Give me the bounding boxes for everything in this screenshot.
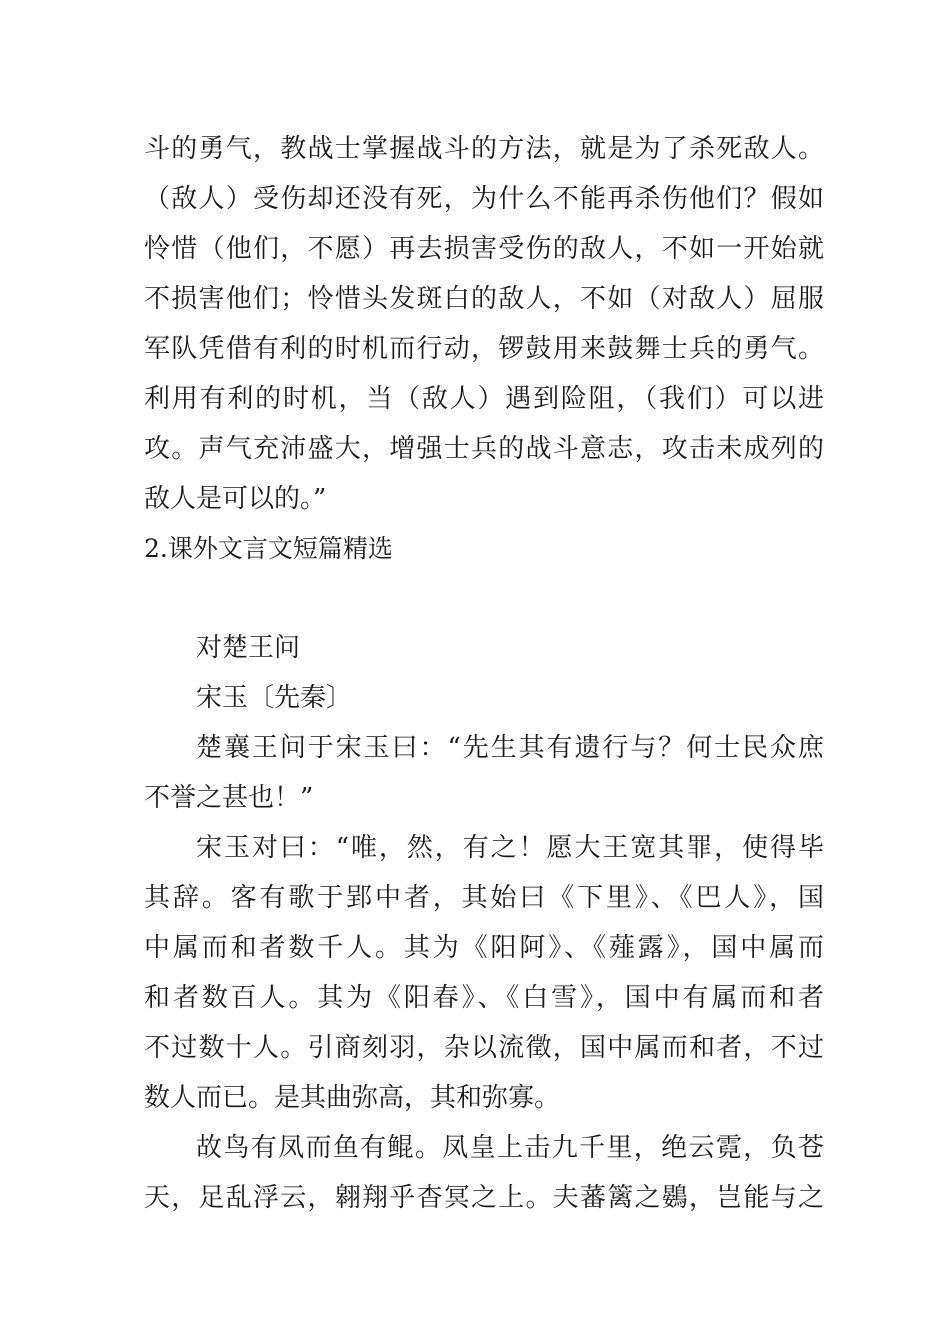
text-line: 怜惜（他们，不愿）再去损害受伤的敌人，不如一开始就	[144, 234, 824, 264]
text-line: 数人而已。是其曲弥高，其和弥寡。	[144, 1083, 561, 1113]
text-line: 楚襄王问于宋玉曰：“先生其有遗行与？何士民众庶	[196, 733, 824, 763]
text-line: 攻。声气充沛盛大，增强士兵的战斗意志，攻击未成列的	[144, 434, 824, 464]
text-line: 敌人是可以的。”	[144, 484, 327, 514]
text-line: 和者数百人。其为《阳春》、《白雪》，国中有属而和者	[144, 983, 824, 1013]
text-line: （敌人）受伤却还没有死，为什么不能再杀伤他们？假如	[144, 184, 824, 214]
text-line: 不损害他们；怜惜头发斑白的敌人，不如（对敌人）屈服	[144, 284, 824, 314]
text-line: 其辞。客有歌于郢中者，其始曰《下里》、《巴人》，国	[144, 883, 824, 913]
text-line: 军队凭借有利的时机而行动，锣鼓用来鼓舞士兵的勇气。	[144, 334, 824, 364]
article-title: 对楚王问	[196, 633, 301, 663]
text-line: 不过数十人。引商刻羽，杂以流徵，国中属而和者，不过	[144, 1033, 824, 1063]
text-line: 斗的勇气，教战士掌握战斗的方法，就是为了杀死敌人。	[144, 134, 824, 164]
text-line: 天，足乱浮云，翱翔乎杳冥之上。夫蕃篱之鷃，岂能与之	[144, 1183, 824, 1213]
section-heading: 2.课外文言文短篇精选	[144, 534, 393, 563]
text-line: 故鸟有凤而鱼有鲲。凤皇上击九千里，绝云霓，负苍	[196, 1133, 824, 1163]
text-line: 中属而和者数千人。其为《阳阿》、《薤露》，国中属而	[144, 933, 824, 963]
text-line: 宋玉对曰：“唯，然，有之！愿大王宽其罪，使得毕	[196, 833, 824, 863]
text-line: 不誉之甚也！”	[144, 783, 314, 813]
article-author: 宋玉〔先秦〕	[196, 683, 353, 713]
text-line: 利用有利的时机，当（敌人）遇到险阻，（我们）可以进	[144, 384, 824, 414]
